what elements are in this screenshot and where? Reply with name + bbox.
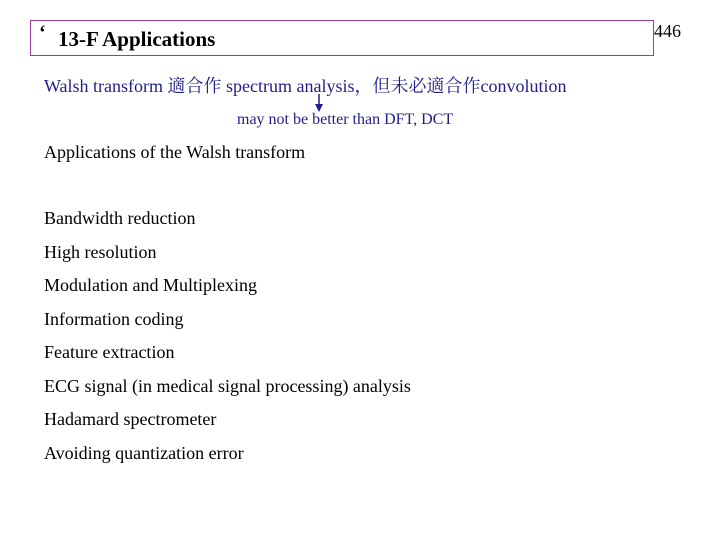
walsh-transform-statement: Walsh transform 適合作 spectrum analysis，但未必適合作convolution (44, 76, 567, 96)
list-item: Information coding (44, 308, 184, 329)
down-arrow-icon (314, 94, 324, 112)
page-number: 446 (654, 21, 681, 41)
applications-list (44, 207, 411, 475)
list-item: Feature extraction (44, 342, 175, 362)
list-item: Avoiding quantization error (44, 442, 244, 463)
slide-title: 13-F Applications (58, 27, 216, 51)
list-item: Bandwidth reduction (44, 208, 196, 228)
list-item: ECG signal (in medical signal processing) analysis (44, 375, 411, 396)
list-item: High resolution (44, 241, 157, 262)
applications-heading: Applications of the Walsh transform (44, 142, 306, 162)
comparison-note: may not be better than DFT, DCT (237, 111, 454, 128)
title-bullet: ‘ (39, 22, 46, 44)
slide-title-box (30, 20, 654, 56)
list-item: Modulation and Multiplexing (44, 275, 257, 295)
list-item: Hadamard spectrometer (44, 409, 217, 429)
